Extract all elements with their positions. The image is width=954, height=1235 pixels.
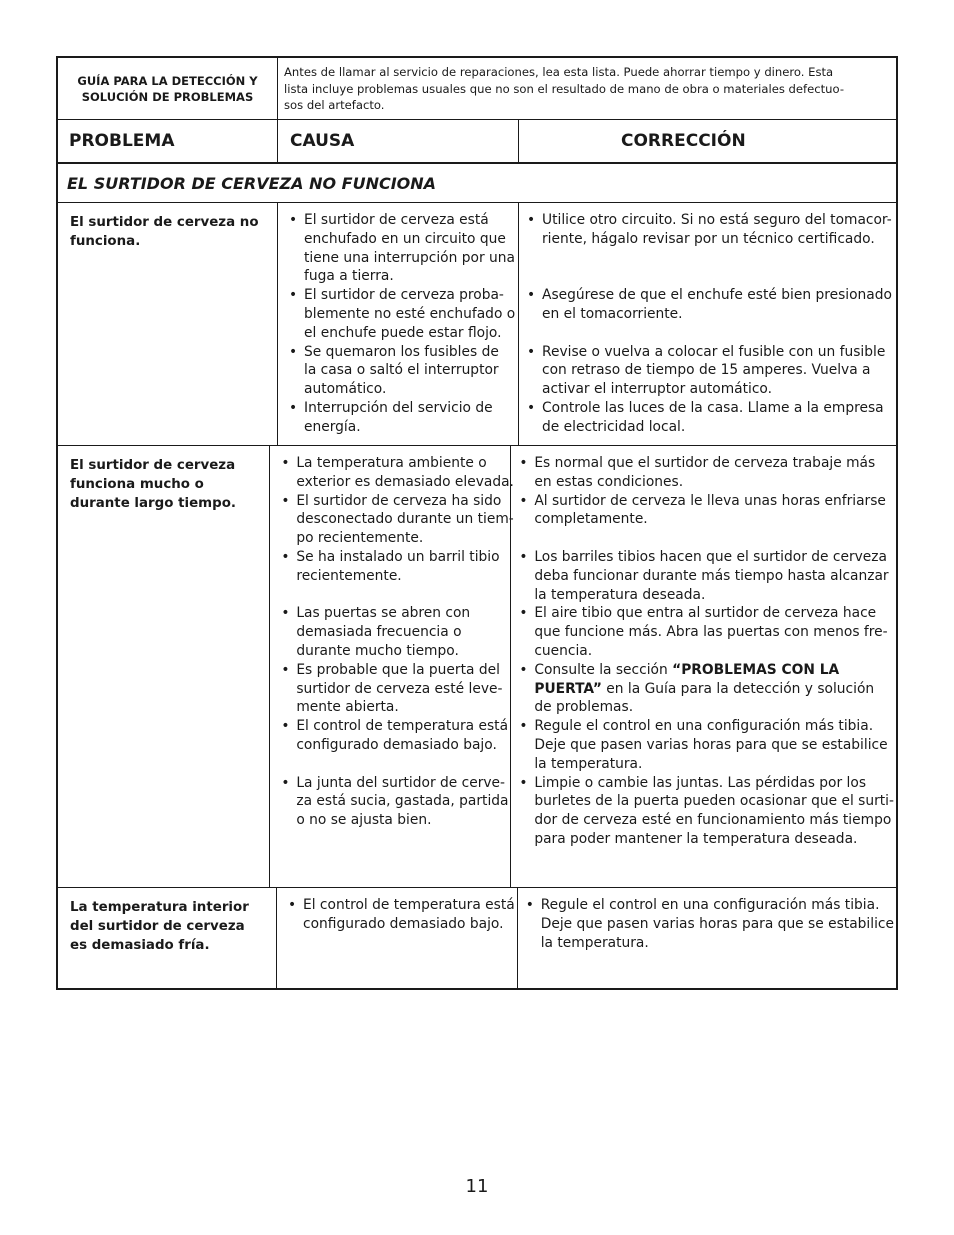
bullet-icon: • — [519, 661, 528, 678]
correction-line: de electricidad local. — [542, 418, 686, 435]
cause-line: demasiada frecuencia o — [296, 624, 462, 641]
correction-line: Utilice otro circuito. Si no está seguro del tomacor- — [542, 212, 892, 228]
spacer — [526, 249, 894, 268]
cause-item — [280, 548, 508, 586]
cause-line: fuga a tierra. — [304, 268, 394, 285]
problem-line: durante largo tiempo. — [70, 496, 237, 511]
correction-item — [518, 454, 894, 492]
cause-line: El surtidor de cerveza está — [304, 212, 489, 228]
bullet-icon: • — [527, 287, 536, 304]
correction-line: Regule el control en una configuración más tibia. — [534, 718, 874, 735]
door-problems-reference: PUERTA” — [534, 680, 602, 697]
correction-line: de problemas. — [534, 699, 634, 716]
cause-item — [280, 717, 508, 755]
cause-line: mente abierta. — [296, 699, 399, 716]
spacer — [518, 529, 894, 548]
problem-cell — [58, 446, 270, 887]
cause-cell — [270, 446, 514, 887]
correction-item — [526, 399, 894, 437]
problem-line: El surtidor de cerveza — [70, 458, 236, 473]
correction-line: El aire tibio que entra al surtidor de cerveza hace — [534, 605, 877, 622]
cause-item — [280, 604, 508, 660]
problem-row — [58, 888, 896, 988]
guide-title-line: GUÍA PARA LA DETECCIÓN Y — [77, 73, 258, 88]
correction-item — [518, 717, 894, 773]
cause-line: Interrupción del servicio de — [304, 399, 493, 416]
cause-line: El surtidor de cerveza proba- — [304, 287, 504, 304]
guide-title — [58, 58, 278, 119]
correction-line: Controle las luces de la casa. Llame a la empresa — [542, 399, 884, 416]
header-problem: PROBLEMA — [58, 120, 278, 162]
problem-line: del surtidor de cerveza — [70, 919, 245, 934]
correction-line: con retraso de tiempo de 15 amperes. Vuelva a — [542, 362, 871, 379]
spacer — [526, 267, 894, 286]
correction-item — [518, 492, 894, 530]
guide-title-line: SOLUCIÓN DE PROBLEMAS — [81, 89, 254, 104]
intro-line: Antes de llamar al servicio de reparaciones, lea esta lista. Puede ahorrar tiempo y dinero. Esta — [284, 65, 834, 79]
problem-line: El surtidor de cerveza no — [70, 215, 259, 230]
bullet-icon: • — [525, 897, 534, 913]
cause-line: la casa o saltó el interruptor — [304, 362, 499, 379]
column-header-row — [58, 120, 896, 164]
bullet-icon: • — [281, 718, 290, 735]
correction-line: Deje que pasen varias horas para que se estabilice — [534, 736, 888, 753]
bullet-icon: • — [281, 605, 290, 622]
cause-line: exterior es demasiado elevada. — [296, 473, 514, 490]
bullet-icon: • — [281, 492, 290, 509]
correction-item — [518, 604, 894, 660]
correction-line: en estas condiciones. — [534, 473, 684, 490]
troubleshooting-table — [56, 56, 898, 990]
correction-line: Al surtidor de cerveza le lleva unas horas enfriarse — [534, 492, 886, 509]
cause-line: desconectado durante un tiem- — [296, 511, 514, 528]
correction-item — [526, 286, 894, 324]
correction-item — [518, 548, 894, 604]
correction-line: riente, hágalo revisar por un técnico certificado. — [542, 230, 875, 247]
cause-item — [280, 454, 514, 492]
problem-line: funciona. — [70, 234, 141, 249]
cause-item — [288, 286, 516, 342]
section-title-row — [58, 164, 896, 203]
bullet-icon: • — [281, 661, 290, 678]
problem-line: La temperatura interior — [70, 900, 249, 915]
correction-line: la temperatura. — [534, 755, 643, 772]
cause-line: La junta del surtidor de cerve- — [296, 774, 506, 791]
correction-line: activar el interruptor automático. — [542, 381, 773, 398]
correction-line: que funcione más. Abra las puertas con menos fre- — [534, 624, 888, 641]
cause-cell — [278, 203, 519, 445]
correction-line: Limpie o cambie las juntas. Las pérdidas por los — [534, 774, 867, 791]
correction-cell — [518, 888, 896, 988]
problem-cell — [58, 203, 278, 445]
cause-line: po recientemente. — [296, 530, 424, 547]
bullet-icon: • — [527, 343, 536, 360]
cause-line: automático. — [304, 381, 387, 398]
cause-line: configurado demasiado bajo. — [296, 736, 497, 753]
cause-line: el enchufe puede estar flojo. — [304, 324, 502, 341]
correction-line: cuencia. — [534, 642, 593, 659]
cause-item — [280, 492, 514, 548]
cause-line: tiene una interrupción por una — [304, 249, 515, 266]
cause-line: Se ha instalado un barril tibio — [296, 548, 500, 565]
cause-line: La temperatura ambiente o — [296, 455, 487, 471]
cause-line: o no se ajusta bien. — [296, 812, 432, 829]
problem-line: es demasiado fría. — [70, 938, 210, 953]
cause-line: Se quemaron los fusibles de — [304, 343, 499, 360]
cause-line: surtidor de cerveza esté leve- — [296, 680, 503, 697]
cause-line: za está sucia, gastada, partida — [296, 793, 509, 810]
cause-item — [288, 343, 516, 399]
bullet-icon: • — [281, 774, 290, 791]
cause-item — [288, 399, 516, 437]
correction-line — [534, 680, 894, 699]
cause-item — [280, 774, 508, 830]
bullet-icon: • — [519, 492, 528, 509]
cause-line: enchufado en un circuito que — [304, 230, 506, 247]
correction-line: Deje que pasen varias horas para que se estabilice — [540, 915, 894, 932]
intro-line: sos del artefacto. — [284, 98, 385, 112]
bullet-icon: • — [527, 212, 536, 228]
cause-line: recientemente. — [296, 567, 402, 584]
correction-line: la temperatura. — [540, 934, 649, 951]
correction-line: completamente. — [534, 511, 648, 528]
correction-item — [518, 774, 894, 849]
cause-line: durante mucho tiempo. — [296, 642, 459, 659]
cause-item — [288, 211, 516, 286]
correction-cell — [519, 203, 896, 445]
correction-line: Regule el control en una configuración más tibia. — [540, 897, 880, 913]
cause-line: El surtidor de cerveza ha sido — [296, 492, 502, 509]
correction-line: la temperatura deseada. — [534, 586, 706, 603]
bullet-icon: • — [519, 718, 528, 735]
problem-row — [58, 446, 896, 888]
correction-cell — [511, 446, 896, 887]
header-cause: CAUSA — [278, 120, 519, 162]
bullet-icon: • — [289, 343, 298, 360]
problem-cell — [58, 888, 277, 988]
page-number: 11 — [465, 1176, 489, 1197]
bullet-icon: • — [519, 548, 528, 565]
cause-cell — [277, 888, 518, 988]
intro-line: lista incluye problemas usuales que no son el resultado de mano de obra o materiales defectuo- — [284, 81, 845, 96]
correction-line: burletes de la puerta pueden ocasionar que el surti- — [534, 793, 894, 810]
cause-item — [280, 661, 508, 717]
header-correction: CORRECCIÓN — [621, 131, 746, 151]
correction-line — [534, 661, 894, 680]
problem-row — [58, 203, 896, 446]
bullet-icon: • — [288, 897, 297, 913]
bullet-icon: • — [289, 287, 298, 304]
cause-line: Las puertas se abren con — [296, 605, 471, 622]
guide-intro-text — [278, 58, 896, 119]
spacer — [280, 586, 508, 605]
correction-line: para poder mantener la temperatura deseada. — [534, 830, 858, 847]
cause-item — [287, 896, 515, 934]
correction-text: en la Guía para la detección y solución — [601, 680, 875, 697]
bullet-icon: • — [281, 548, 290, 565]
bullet-icon: • — [289, 399, 298, 416]
spacer — [526, 324, 894, 343]
bullet-icon: • — [519, 774, 528, 791]
correction-text: Consulte la sección — [534, 661, 673, 678]
cause-line: El control de temperatura está — [296, 718, 509, 735]
guide-intro-row — [58, 58, 896, 120]
spacer — [280, 755, 508, 774]
correction-line: Revise o vuelva a colocar el fusible con un fusible — [542, 343, 886, 360]
section-title: EL SURTIDOR DE CERVEZA NO FUNCIONA — [67, 173, 437, 193]
problem-line: funciona mucho o — [70, 477, 204, 492]
cause-line: energía. — [304, 418, 361, 435]
bullet-icon: • — [527, 399, 536, 416]
cause-line: El control de temperatura está — [303, 897, 515, 913]
correction-line: Los barriles tibios hacen que el surtidor de cerveza — [534, 548, 887, 565]
cause-line: Es probable que la puerta del — [296, 661, 500, 678]
cause-line: blemente no esté enchufado o — [304, 305, 516, 322]
correction-line: Asegúrese de que el enchufe esté bien presionado — [542, 287, 892, 304]
correction-line: deba funcionar durante más tiempo hasta alcanzar — [534, 567, 889, 584]
bullet-icon: • — [289, 212, 298, 228]
correction-item — [526, 211, 894, 249]
bullet-icon: • — [519, 455, 528, 471]
correction-item — [526, 343, 894, 399]
cause-line: configurado demasiado bajo. — [303, 915, 504, 932]
bullet-icon: • — [519, 605, 528, 622]
correction-item — [518, 661, 894, 717]
door-problems-reference: “PROBLEMAS CON LA — [672, 661, 840, 678]
correction-line: en el tomacorriente. — [542, 305, 683, 322]
correction-line: dor de cerveza esté en funcionamiento más tiempo — [534, 812, 892, 829]
correction-line: Es normal que el surtidor de cerveza trabaje más — [534, 455, 876, 471]
bullet-icon: • — [281, 455, 290, 471]
correction-item — [525, 896, 894, 952]
